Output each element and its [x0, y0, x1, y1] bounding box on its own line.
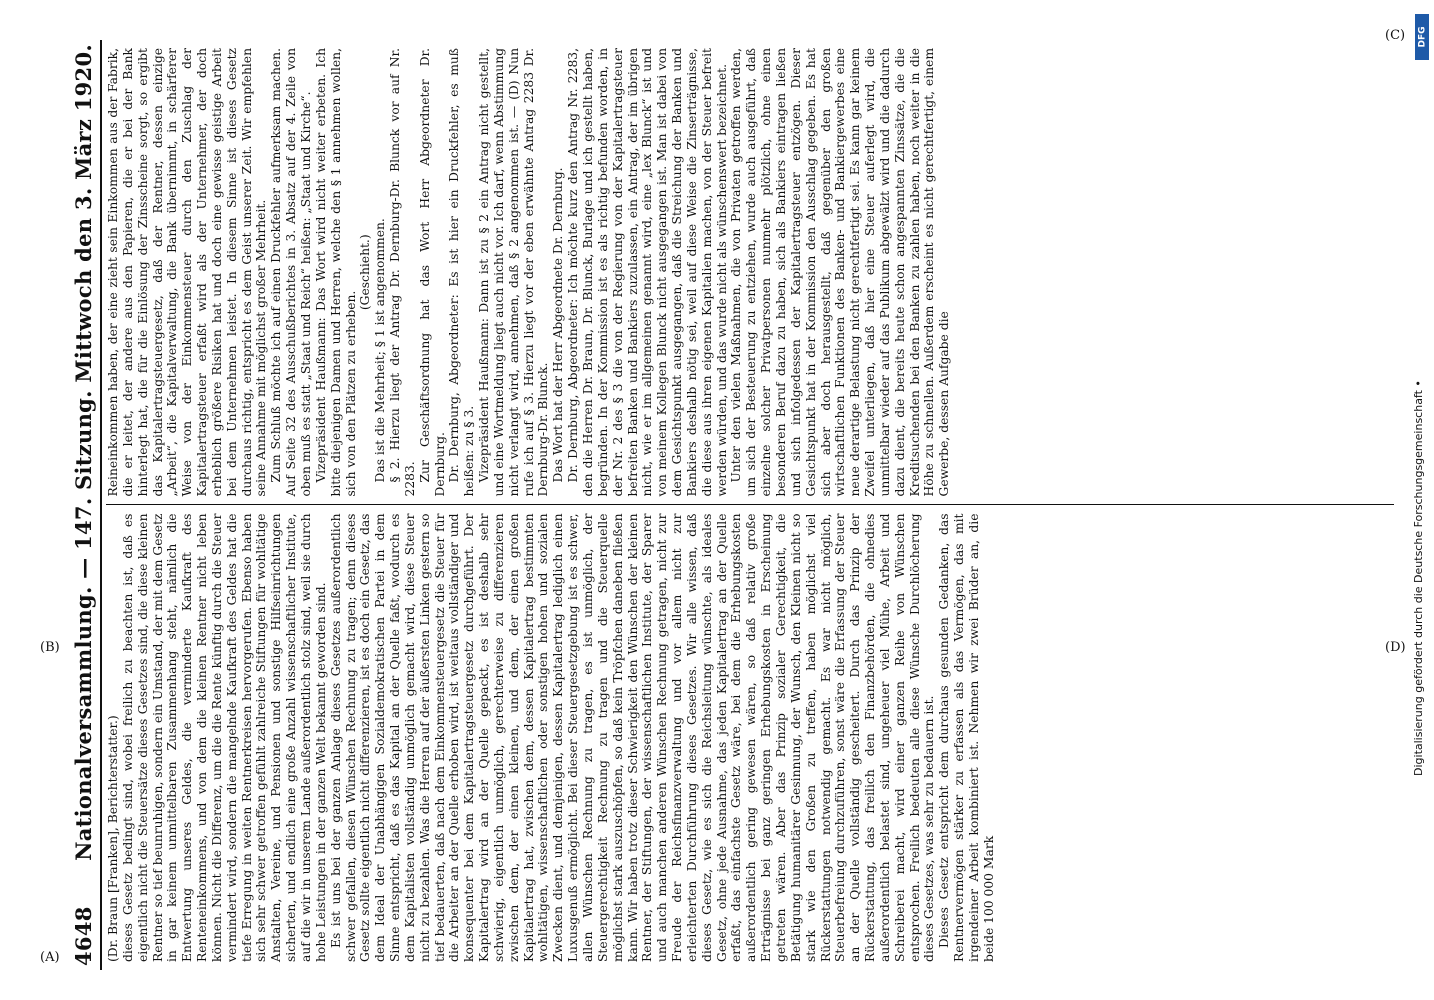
margin-marker-d: (D) — [1385, 640, 1406, 655]
right-column — [106, 40, 1394, 505]
right-paragraph: Dr. Dernburg, Abgeordneter: Es ist hier ein Druckfehler, es muß heißen: zu § 3. — [447, 48, 477, 497]
watermark-text: Digitalisierung gefördert durch die Deutsche Forschungsgemeinschaft • — [1412, 380, 1425, 776]
margin-marker-b: (B) — [40, 640, 60, 655]
left-paragraph: Es ist uns bei der ganzen Anlage dieses Gesetzes außerordentlich schwer gefallen, diesen Wünschen Rechnung zu tragen; denn dieses Gesetz sollte eigentlich nicht differenzieren, ist es doch ein Gesetz, das dem Ideal der Unabhängigen Sozialdemokratischen Partei in dem Sinne entspricht, daß es das Kapital an der Quelle faßt, wodurch es dem Kapitalisten vollständig unmöglich gemacht wird, diese Steuer nicht zu bezahlen. Was die Herren auf der äußersten Linken gestern so tief bedauerten, daß nach dem Einkommensteuergesetz die Steuer für die Arbeiter an der Quelle erhoben wird, ist weitaus vollständiger und konsequenter bei dem Kapitalertragsteuergesetz durchgeführt. Der Kapitalertrag wird an der Quelle gepackt, es ist deshalb sehr schwierig, eigentlich unmöglich, gerechterweise zu differenzieren zwischen dem, der einen kleinen, und dem, der einen großen Kapitalertrag hat, zwischen dem, dessen Kapitalertrag bestimmten wohltätigen, wissenschaftlichen oder sonstigen hohen und sozialen Zwecken dient, und demjenigen, dessen Kapitalertrag lediglich einen Luxusgenuß ermöglicht. Bei dieser Steuergesetzgebung ist es schwer, allen Wünschen Rechnung zu tragen, es ist unmöglich, der Steuergerechtigkeit Rechnung zu tragen und die Steuerquelle möglichst stark auszuschöpfen, so daß kein Tröpfchen daneben fließen kann. Wir haben trotz dieser Schwierigkeit den Wünschen der kleinen Rentner, der Stiftungen, der wissenschaftlichen Institute, der Sparer und auch manchen anderen Wünschen Rechnung getragen, nicht zur Freude der Reichsfinanzverwaltung und vor allem nicht zur erleichterten Durchführung dieses Gesetzes. Wir alle wissen, daß dieses Gesetz, wie es sich die Reichsleitung wünschte, als ideales Gesetz, ohne jede Ausnahme, das jeden Kapitalertrag an der Quelle erfaßt, das einfachste Gesetz wäre, bei dem die Erhebungskosten außerordentlich gering gewesen wären, so daß relativ große Erträgnisse bei ganz geringen Erhebungskosten in Erscheinung getreten wären. Aber das Prinzip sozialer Gerechtigkeit, die Betätigung humanitärer Gesinnung, der Wunsch, den Kleinen nicht so stark wie den Großen zu treffen, haben möglichst viel Rückerstattungen notwendig gemacht. Es war nicht möglich, Steuerbefreiung durchzuführen, sonst wäre die Erfassung der Steuer an der Quelle vollständig gescheitert. Durch das Prinzip der Rückerstattung, das freilich den Finanzbehörden, die ohnedies außerordentlich belastet sind, ungeheuer viel Mühe, Arbeit und Schreiberei macht, wird einer ganzen Reihe von Wünschen entsprochen. Freilich bedeuten alle diese Wünsche Durchlöcherung dieses Gesetzes, was sehr zu bedauern ist. — [328, 513, 937, 962]
digitization-watermark — [1412, 6, 1432, 996]
left-paragraph: Dieses Gesetz entspricht dem durchaus gesunden Gedanken, das Rentnervermögen stärker zu erfassen als das Vermögen, das mit irgendeiner Arbeit kombiniert ist. Nehmen wir zwei Brüder an, die beide 100 000 Mark — [937, 513, 996, 962]
left-paragraph: (Dr. Braun [Franken], Berichterstatter.) — [106, 715, 120, 962]
margin-marker-a: (A) — [40, 950, 60, 965]
right-paragraph: § 2. Hierzu liegt der Antrag Dr. Dernburg-Dr. Blunck vor auf Nr. 2283. — [388, 48, 417, 497]
page-number: 4648 — [71, 906, 96, 966]
left-column — [106, 505, 1394, 971]
right-paragraph: Das Wort hat der Herr Abgeordnete Dr. Dernburg. — [551, 167, 566, 483]
page-title: Nationalversammlung. — 147. Sitzung. Mittwoch den 3. März 1920. — [71, 44, 96, 861]
right-paragraph: Dr. Dernburg, Abgeordneter: Ich möchte kurz den Antrag Nr. 2283, den die Herren Dr. Braun, Dr. Blunck, Burlage und ich gestellt haben, begründen. In der Kommission ist es als richtig befunden worden, in der Nr. 2 des § 3 die von der Regierung von der Kapitalertragsteuer befreiten Banken und Bankiers zuzulassen, ein Antrag, der im übrigen nicht, wie er im allgemeinen genannt wird, eine „lex Blunck“ ist und von meinem Kollegen Blunck nicht ausgegangen ist. Man ist dabei von dem Gesichtspunkt ausgegangen, daß die Streichung der Banken und Bankiers deshalb nötig sei, weil auf diese Weise die Zinserträgnisse, die diese aus ihren eigenen Kapitalien machen, von der Steuer befreit werden würden, und das wurde nicht als wünschenswert bezeichnet. — [566, 48, 729, 497]
left-paragraph: dieses Gesetz bedingt sind, wobei freilich zu beachten ist, daß es eigentlich nicht die Steuersätze dieses Gesetzes sind, die diese kleinen Rentner so tief beunruhigen, sondern ein Umstand, der mit dem Gesetz in gar keinem unmittelbaren Zusammenhang steht, nämlich die Entwertung unseres Geldes, die verminderte Kaufkraft des Renteneinkommens, und von dem die kleinen Rentner nicht leben können. Nicht die Differenz, um die die Rente künftig durch die Steuer vermindert wird, sondern die mangelnde Kaufkraft des Geldes hat die tiefe Erregung in weiten Rentnerkreisen hervorgerufen. Ebenso haben sich sehr schwer getroffen gefühlt zahlreiche Stiftungen für wohltätige Anstalten, Vereine, und Pensionen und sonstige Hilfseinrichtungen sicherten, und endlich eine große Anzahl wissenschaftlicher Institute, auf die wir in unserem Lande außerordentlich stolz sind, weil sie durch hohe Leistungen in der ganzen Welt bekannt geworden sind. — [120, 513, 328, 962]
margin-marker-c: (C) — [1385, 28, 1406, 43]
text-columns — [106, 40, 1394, 970]
right-paragraph: Das ist die Mehrheit; § 1 ist angenommen. — [373, 218, 388, 483]
right-paragraph: Zur Geschäftsordnung hat das Wort Herr Abgeordneter Dr. Dernburg. — [417, 48, 447, 497]
dfg-logo-icon: DFG — [1415, 14, 1429, 60]
page-header — [71, 40, 102, 970]
right-paragraph: Reineinkommen haben, der eine zieht sein Einkommen aus der Fabrik, die er leitet, der andere aus den Papieren, die er bei der Bank hinterlegt hat, die für die Einlösung der Zinsscheine sorgt, so ergibt das Kapitalertragsteuergesetz, daß der Rentner, dessen einzige „Arbeit“, die Kapitalverwaltung, die Bank übernimmt, in schärferer Weise von der Einkommensteuer durch den Zuschlag der Kapitalertragsteuer erfaßt wird als der Unternehmer, der doch erheblich größere Risiken hat und doch eine gewisse geistige Arbeit bei dem Unternehmen leistet. In diesem Sinne ist dieses Gesetz durchaus richtig, entspricht es dem Geist unserer Zeit. Wir empfehlen seine Annahme mit möglichst großer Mehrheit. — [106, 48, 269, 497]
document-page — [65, 30, 1405, 980]
right-paragraph: (Geschieht.) — [358, 234, 373, 311]
right-paragraph: Zum Schluß möchte ich auf einen Druckfehler aufmerksam machen. Auf Seite 32 des Ausschußberichtes in 3. Absatz auf der 4. Zeile von oben muß es statt „Staat und Reich“ heißen: „Staat und Kirche“. — [269, 48, 313, 497]
right-paragraph: Vizepräsident Haußmann: Das Wort wird nicht weiter erbeten. Ich bitte diejenigen Damen und Herren, welche den § 1 annehmen wollen, sich von den Plätzen zu erheben. — [313, 48, 358, 497]
right-paragraph: Vizepräsident Haußmann: Dann ist zu § 2 ein Antrag nicht gestellt, und eine Wortmeldung liegt auch nicht vor. Ich darf, wenn Abstimmung nicht verlangt wird, annehmen, daß § 2 angenommen ist. — (D) Nun rufe ich auf § 3. Hierzu liegt vor der eben erwähnte Antrag 2283 Dr. Dernburg-Dr. Blunck. — [477, 48, 551, 497]
right-paragraph: Unter den vielen Maßnahmen, die von Privaten getroffen werden, um sich der Besteuerung zu entziehen, wurde auch ausgeführt, daß einzelne solcher Privatpersonen nunmehr plötzlich, ohne einen besonderen Beruf dazu zu haben, sich als Bankiers eintragen ließen und sich infolgedessen der Kapitalertragsteuer entzögen. Dieser Gesichtspunkt hat in der Kommission den Ausschlag gegeben. Es hat sich aber doch herausgestellt, daß gegenüber den großen wirtschaftlichen Funktionen des Banken- und Bankiergewerbes eine neue derartige Belastung nicht gerechtfertigt sei. Es kann gar keinem Zweifel unterliegen, daß hier eine Steuer auferlegt wird, die unmittelbar wieder auf das Publikum abgewälzt wird und die dadurch dazu dient, die bereits heute schon angespannten Zinssätze, die die Kreditsuchenden bei den Banken zu zahlen haben, noch weiter in die Höhe zu schnellen. Außerdem erscheint es nicht gerechtfertigt, einem Gewerbe, dessen Aufgabe die — [729, 48, 952, 497]
